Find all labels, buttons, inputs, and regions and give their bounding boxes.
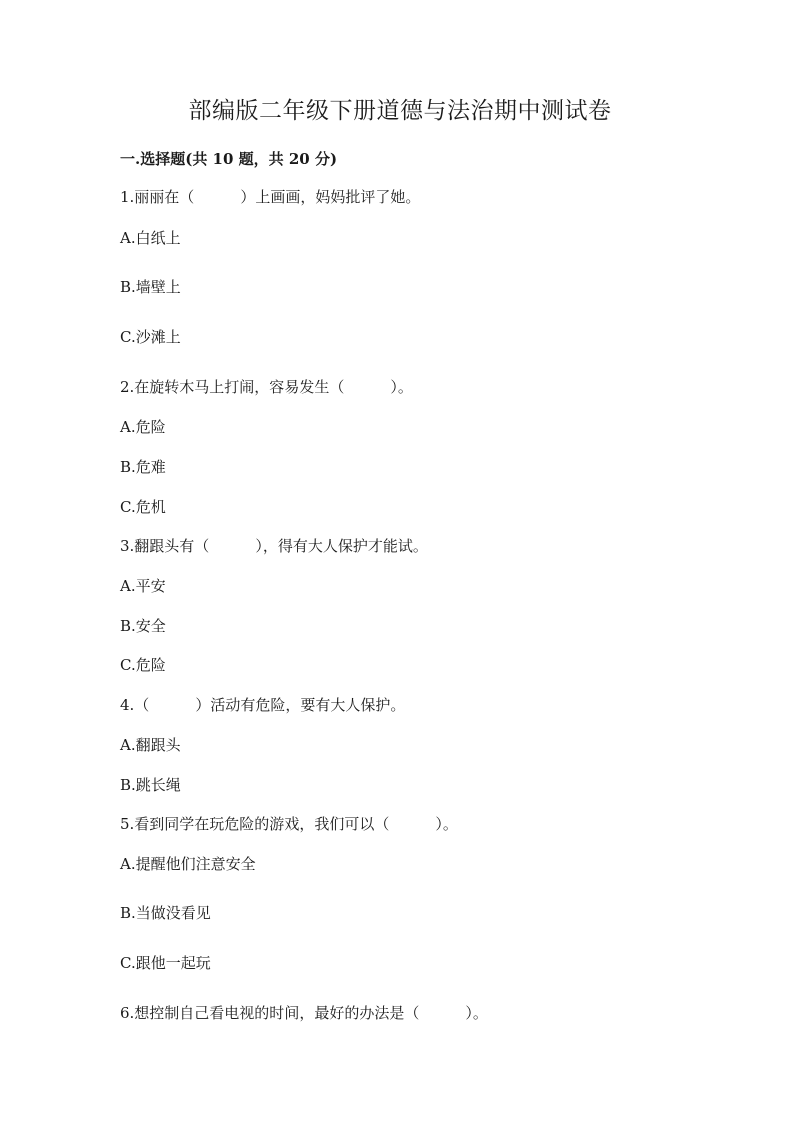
question-4-option-b: B.跳长绳 (120, 776, 181, 794)
question-3-option-a: A.平安 (120, 577, 166, 595)
question-stem-after: ），得有大人保护才能试。 (255, 537, 428, 555)
page-title: 部编版二年级下册道德与法治期中测试卷 (188, 98, 612, 124)
question-stem-after: ）。 (435, 815, 458, 833)
question-1-stem (120, 187, 420, 207)
question-6-stem (120, 1003, 488, 1023)
question-2-option-b: B.危难 (120, 458, 166, 476)
question-stem-after: ）。 (390, 378, 413, 396)
question-4-stem (120, 695, 405, 715)
question-stem-before: 1.丽丽在（ (120, 188, 195, 206)
question-stem-after: ）活动有危险，要有大人保护。 (195, 696, 406, 714)
question-5-option-a: A.提醒他们注意安全 (120, 855, 256, 873)
question-stem-before: 5.看到同学在玩危险的游戏，我们可以（ (120, 815, 390, 833)
question-stem-before: 4.（ (120, 696, 150, 714)
question-5-option-c: C.跟他一起玩 (120, 954, 211, 972)
section-heading: 一.选择题(共 10 题，共 20 分) (120, 150, 338, 168)
question-3-option-c: C.危险 (120, 656, 166, 674)
question-3-stem (120, 536, 428, 556)
question-1-option-b: B.墙壁上 (120, 278, 181, 296)
question-stem-after: ）。 (465, 1004, 488, 1022)
question-5-option-b: B.当做没看见 (120, 904, 211, 922)
question-4-option-a: A.翻跟头 (120, 736, 181, 754)
question-2-option-a: A.危险 (120, 418, 166, 436)
question-1-option-c: C.沙滩上 (120, 328, 181, 346)
question-2-stem (120, 377, 413, 397)
question-stem-before: 2.在旋转木马上打闹，容易发生（ (120, 378, 345, 396)
question-stem-before: 6.想控制自己看电视的时间，最好的办法是（ (120, 1004, 420, 1022)
question-3-option-b: B.安全 (120, 617, 166, 635)
question-stem-after: ）上画画，妈妈批评了她。 (240, 188, 421, 206)
question-5-stem (120, 814, 458, 834)
question-2-option-c: C.危机 (120, 498, 166, 516)
question-1-option-a: A.白纸上 (120, 229, 181, 247)
question-stem-before: 3.翻跟头有（ (120, 537, 210, 555)
